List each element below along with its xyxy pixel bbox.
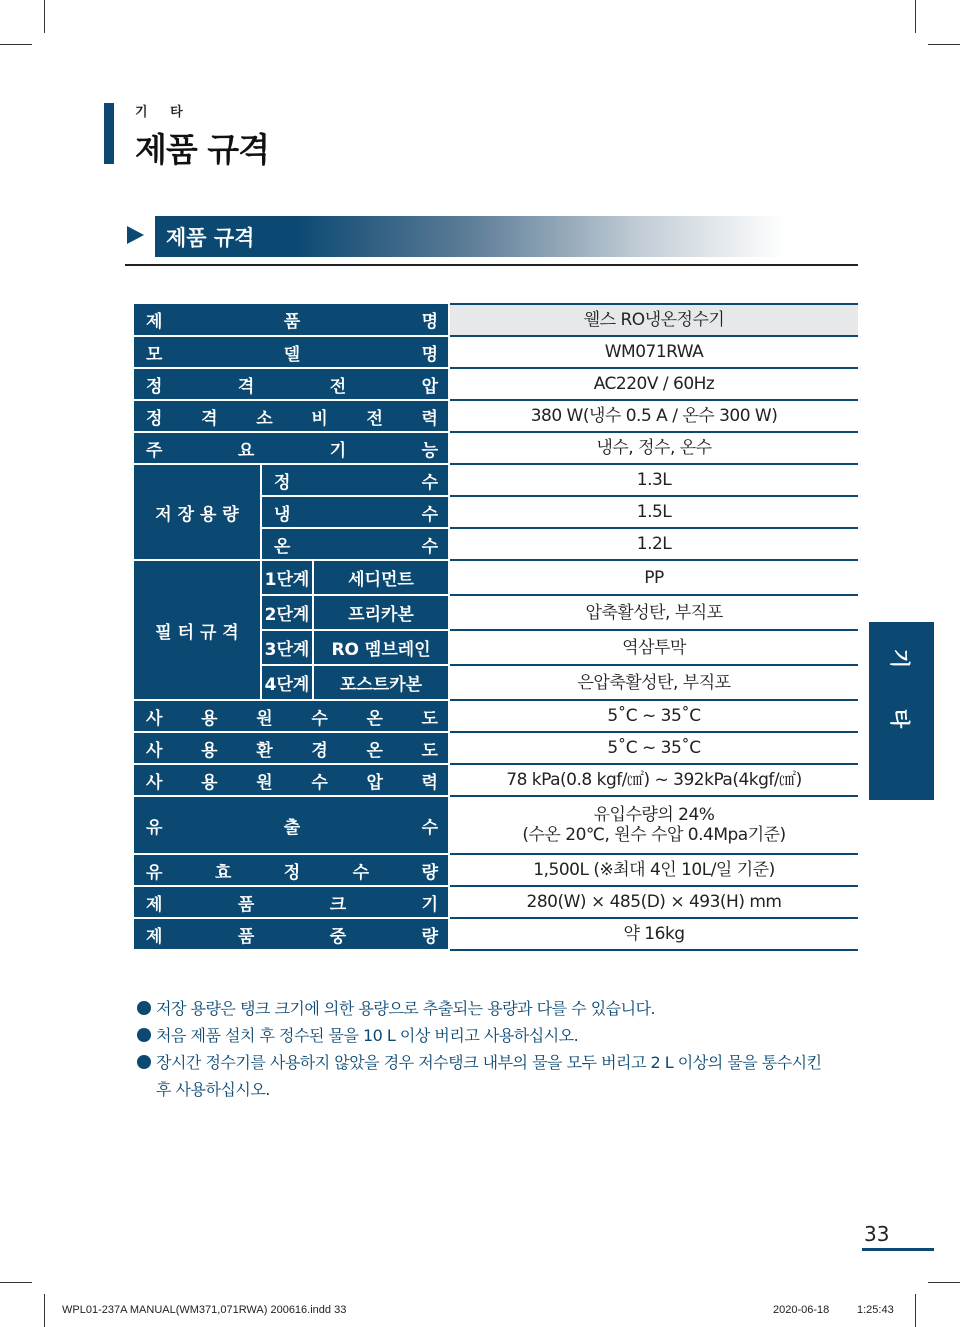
spec-label <box>134 700 449 732</box>
crop-mark <box>0 1282 32 1283</box>
spec-label-text <box>134 813 448 838</box>
spec-value: 1.2L <box>449 528 858 560</box>
page-number-underline <box>862 1248 934 1251</box>
page-title: 제품 규격 <box>135 130 270 169</box>
storage-label-text: 저 장 용 량 <box>155 504 239 525</box>
crop-mark <box>915 1294 916 1327</box>
spec-value: 웰스 RO냉온정수기 <box>449 304 858 336</box>
note-item: 장시간 정수기를 사용하지 않았을 경우 저수탱크 내부의 물을 모두 버리고 2 L 이상의 물을 통수시킨 후 사용하십시오. <box>137 1049 837 1103</box>
spec-row <box>134 918 858 950</box>
label-char: 경 <box>311 740 328 761</box>
label-char: 모 <box>146 344 163 365</box>
filter-name <box>313 595 449 630</box>
label-char: 품 <box>237 894 255 915</box>
label-char: 명 <box>421 312 439 332</box>
crop-mark <box>44 0 45 33</box>
spec-label-text <box>134 736 448 761</box>
label-char: 온 <box>366 708 383 729</box>
spec-table <box>134 303 858 951</box>
crop-mark <box>44 1294 45 1327</box>
spec-label-text <box>134 858 448 883</box>
spec-value: 1.5L <box>449 496 858 528</box>
outflow-row <box>134 796 858 854</box>
label-char: 제 <box>146 894 163 915</box>
header-accent-bar <box>104 103 114 164</box>
spec-label-text <box>134 704 448 729</box>
label-char: 기 <box>421 894 439 915</box>
label-char: 유 <box>146 862 163 883</box>
spec-label <box>134 432 449 464</box>
label-char: 압 <box>366 772 383 793</box>
label-char: 도 <box>421 708 438 729</box>
spec-label <box>134 886 449 918</box>
spec-label <box>134 336 449 368</box>
label-char: 격 <box>201 408 218 429</box>
label-char: 압 <box>421 376 439 397</box>
filter-label <box>134 560 261 700</box>
bullet-icon <box>137 1055 151 1069</box>
label-char: 주 <box>146 440 163 461</box>
spec-value: 역삼투막 <box>449 630 858 665</box>
spec-label <box>134 368 449 400</box>
label-char: 수 <box>352 862 370 883</box>
label-char: 정 <box>283 862 301 883</box>
spec-label <box>134 796 449 854</box>
label-char: 품 <box>237 926 255 947</box>
label-char: 비 <box>311 408 328 429</box>
spec-row <box>134 400 858 432</box>
label-char: 용 <box>201 772 218 793</box>
label-char: 품 <box>283 312 301 332</box>
bullet-icon <box>137 1028 151 1042</box>
spec-value: WM071RWA <box>449 336 858 368</box>
footer-file: WPL01-237A MANUAL(WM371,071RWA) 200616.indd 33 <box>62 1304 347 1316</box>
label-char: 중 <box>329 926 347 947</box>
filter-stage <box>261 595 313 630</box>
spec-label <box>134 764 449 796</box>
filter-stage <box>261 630 313 665</box>
filter-name <box>313 630 449 665</box>
filter-name <box>313 560 449 595</box>
spec-label-text <box>134 436 448 461</box>
spec-value: 약 16kg <box>449 918 858 950</box>
spec-label <box>134 918 449 950</box>
spec-value: 380 W(냉수 0.5 A / 온수 300 W) <box>449 400 858 432</box>
filter-stage-text: 3단계 <box>264 640 310 660</box>
filter-name-text: 프리카본 <box>348 605 414 625</box>
spec-value <box>449 796 858 854</box>
label-char: 전 <box>366 408 383 429</box>
label-char: 정 <box>146 376 163 397</box>
spec-value: 78 kPa(0.8 kgf/㎠) ~ 392kPa(4kgf/㎠) <box>449 764 858 796</box>
spec-label <box>134 732 449 764</box>
spec-label-text <box>134 307 448 332</box>
notes-list <box>137 995 837 1103</box>
label-char: 량 <box>421 926 439 947</box>
crop-mark <box>0 44 32 45</box>
label-char: 출 <box>283 817 301 838</box>
footer-time: 1:25:43 <box>857 1304 894 1316</box>
label-char: 력 <box>421 772 438 793</box>
label-char: 용 <box>201 740 218 761</box>
filter-name-text: RO 멤브레인 <box>331 640 431 660</box>
spec-label-text <box>134 372 448 397</box>
label-char: 요 <box>237 440 255 461</box>
filter-stage-text: 1단계 <box>264 570 310 590</box>
spec-value: 5˚C ~ 35˚C <box>449 700 858 732</box>
label-char: 사 <box>146 740 163 761</box>
label-char: 소 <box>256 408 273 429</box>
spec-row <box>134 732 858 764</box>
crop-mark <box>928 44 960 45</box>
label-char: 명 <box>421 344 439 365</box>
filter-label-text: 필 터 규 격 <box>155 622 239 643</box>
label-char: 사 <box>146 772 163 793</box>
label-char: 제 <box>146 926 163 947</box>
filter-row <box>134 560 858 595</box>
label-char: 온 <box>274 536 291 557</box>
filter-stage <box>261 665 313 700</box>
label-char: 수 <box>421 504 439 525</box>
section-title: 제품 규격 <box>166 226 255 250</box>
section-divider <box>125 264 858 266</box>
spec-value: 압축활성탄, 부직포 <box>449 595 858 630</box>
note-item: 저장 용량은 탱크 크기에 의한 용량으로 추출되는 용량과 다를 수 있습니다. <box>137 995 837 1022</box>
label-char: 전 <box>329 376 347 397</box>
spec-row <box>134 304 858 336</box>
label-char: 수 <box>421 472 439 493</box>
label-char: 용 <box>201 708 218 729</box>
page-number: 33 <box>864 1222 890 1246</box>
spec-label <box>261 496 449 528</box>
storage-row <box>134 464 858 496</box>
label-char: 수 <box>311 708 328 729</box>
label-char: 델 <box>283 344 301 365</box>
footer-date: 2020-06-18 <box>773 1304 830 1316</box>
filter-name <box>313 665 449 700</box>
spec-value: 1.3L <box>449 464 858 496</box>
spec-row <box>134 764 858 796</box>
spec-label <box>261 464 449 496</box>
filter-stage <box>261 560 313 595</box>
label-char: 도 <box>421 740 438 761</box>
spec-row <box>134 854 858 886</box>
label-char: 정 <box>274 472 291 493</box>
label-char: 능 <box>421 440 439 461</box>
spec-label <box>134 854 449 886</box>
side-tab-char: 기 <box>888 648 912 669</box>
bullet-icon <box>137 1001 151 1015</box>
crop-mark <box>928 1282 960 1283</box>
spec-value: 280(W) × 485(D) × 493(H) mm <box>449 886 858 918</box>
spec-row <box>134 368 858 400</box>
label-char: 원 <box>256 772 273 793</box>
label-char: 격 <box>237 376 255 397</box>
spec-row <box>134 886 858 918</box>
spec-row <box>134 700 858 732</box>
label-char: 유 <box>146 817 163 838</box>
spec-label-text <box>262 468 448 493</box>
spec-label <box>261 528 449 560</box>
spec-label-text <box>262 532 448 557</box>
crop-mark <box>915 0 916 33</box>
storage-label <box>134 464 261 560</box>
spec-row <box>134 336 858 368</box>
label-char: 크 <box>329 894 347 915</box>
filter-name-text: 포스트카본 <box>339 675 423 695</box>
label-char: 사 <box>146 708 163 729</box>
spec-label <box>134 304 449 336</box>
label-char: 력 <box>421 408 438 429</box>
label-char: 수 <box>421 817 439 838</box>
label-char: 효 <box>214 862 232 883</box>
spec-label-text <box>134 340 448 365</box>
spec-value: 5˚C ~ 35˚C <box>449 732 858 764</box>
spec-label-text <box>134 768 448 793</box>
spec-label-text <box>134 404 448 429</box>
spec-value: PP <box>449 560 858 595</box>
spec-label-text <box>134 922 448 947</box>
spec-label-text <box>262 500 448 525</box>
side-tab-char: 타 <box>888 708 912 729</box>
section-triangle-icon <box>127 226 144 244</box>
spec-label-text <box>134 890 448 915</box>
filter-stage-text: 4단계 <box>264 675 310 695</box>
outflow-line1: 유입수량의 24% <box>593 805 715 825</box>
label-char: 환 <box>256 740 273 761</box>
spec-value: AC220V / 60Hz <box>449 368 858 400</box>
label-char: 정 <box>146 408 163 429</box>
spec-label <box>134 400 449 432</box>
label-char: 냉 <box>274 504 291 525</box>
label-char: 제 <box>146 312 163 332</box>
spec-value: 은압축활성탄, 부직포 <box>449 665 858 700</box>
label-char: 기 <box>329 440 347 461</box>
filter-stage-text: 2단계 <box>264 605 310 625</box>
spec-value: 냉수, 정수, 온수 <box>449 432 858 464</box>
note-item: 처음 제품 설치 후 정수된 물을 10 L 이상 버리고 사용하십시오. <box>137 1022 837 1049</box>
spec-value: 1,500L (※최대 4인 10L/일 기준) <box>449 854 858 886</box>
filter-name-text: 세디먼트 <box>348 570 414 590</box>
label-char: 량 <box>421 862 438 883</box>
chapter-side-tab <box>869 622 934 800</box>
label-char: 수 <box>421 536 439 557</box>
chapter-category: 기 타 <box>135 105 192 120</box>
label-char: 온 <box>366 740 383 761</box>
spec-row <box>134 432 858 464</box>
label-char: 수 <box>311 772 328 793</box>
label-char: 원 <box>256 708 273 729</box>
outflow-line2: (수온 20℃, 원수 수압 0.4Mpa기준) <box>522 825 786 845</box>
